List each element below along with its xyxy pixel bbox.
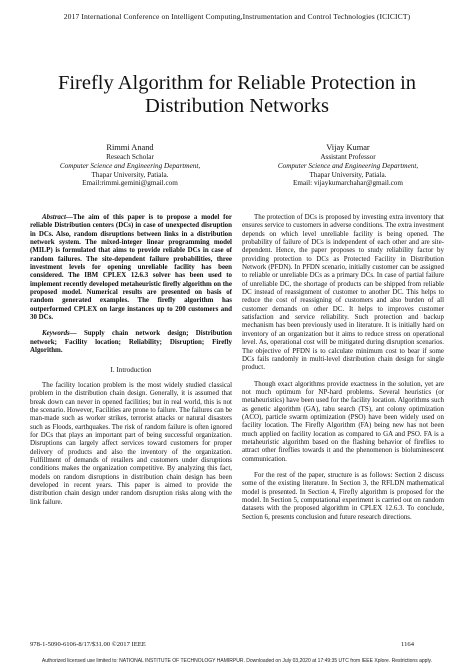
paper-title: Firefly Algorithm for Reliable Protection in Distribution Networks <box>57 71 417 117</box>
right-column <box>242 213 444 521</box>
abstract-label: Abstract— <box>42 213 73 221</box>
author-2 <box>248 143 448 188</box>
author-institution: Thapar University, Patiala. <box>309 170 387 179</box>
author-institution: Thapar University, Patiala. <box>91 170 169 179</box>
body-paragraph: The protection of DCs is proposed by investing extra inventory that ensures service to customers in adverse conditions. The extra investment depends on which level unreliable facility is being opened. The probability of failure of DCs is independent of each other and are site-dependent. Hence, the paper proposes to study reliability factor by providing protection to DCs as Protected Facility in Distribution Network (PFDN). In PFDN scenario, initially customer can be assigned to reliable or unreliable DCs as a primary DCs. In case of partial failure of unreliable DC, the shortage of products can be shipped from reliable DC instead of reassignment of customer to another DC. This helps to reduce the cost of reassigning of customers and also burden of all customer demands on other DC. It helps to improves customer satisfaction and service reliability. Such protection and backup mechanism has been previously used in literature. It is initially hard on inventory of an organization but it aims to reduce stress on operational level. As, operational cost will be mitigated during disruption scenarios. The objective of PFDN is to calculate minimum cost to bear if some DCs fails randomly in multi-level distribution chain design for single product. <box>242 213 444 372</box>
license-notice: Authorized licensed use limited to: NATIONAL INSTITUTE OF TECHNOLOGY HAMIRPUR. Downloaded on July 03,2020 at 17:49:35 UTC from IEEE Xplore. Restrictions apply. <box>41 658 433 664</box>
author-1 <box>30 143 230 188</box>
author-department: Computer Science and Engineering Department, <box>277 161 419 170</box>
keywords-label: Keywords— <box>42 329 77 338</box>
author-email: Email: vijaykumarchahar@gmail.com <box>292 179 403 188</box>
left-column <box>30 213 232 506</box>
keywords-text: Supply chain network design; Distribution network; Facility location; Reliability; Disruption; Firefly Algorithm. <box>30 329 233 355</box>
body-paragraph: Though exact algorithms provide exactness in the solution, yet are not much optimum for NP-hard problems. Several heuristics (or metaheuristics) have been used for the facility location. Algorithms such as genetic algorithm (GA), tabu search (TS), ant colony optimization (ACO), particle swarm optimization (PSO) have been widely used on facility location. The Firefly Algorithm (FA) being new has not been much applied on facility location as compared to GA and PSO. FA is a metaheuristic algorithm based on the flashing behavior of fireflies to attract other fireflies towards it and the phenomenon is bioluminescent communication. <box>242 379 444 463</box>
intro-paragraph: The facility location problem is the most widely studied classical problem in the distribution chain design. Generally, it is assumed that break down can never in opened facilities; but in real world, this is not the scenario. However, Facilities are prone to failure. The failures can be man-made such as worker strikes, terrorist attacks or natural disasters such as Floods, earthquakes. The risk of random failure is often ignored for DCs that plays an important part of being successful organization. Disruptions can largely affect services toward customers for proper delivery of products and also the inventory of the organization. Fulfillment of demands of retailers and customers under disruptions conditions makes the organization competitive. By analyzing this fact, models on random disruptions in distribution chain design has been developed in recent years. This paper is aimed to provide the distribution chain design under random disruption risks along with the link failure. <box>30 380 232 506</box>
author-block <box>30 143 444 193</box>
conference-header: 2017 International Conference on Intelligent Computing,Instrumentation and Control Technologies (ICICICT) <box>63 12 411 21</box>
author-name: Vijay Kumar <box>326 143 370 152</box>
author-role: Assistant Professor <box>320 153 376 161</box>
author-email: Email:rimmi.gemini@gmail.com <box>82 179 178 188</box>
keywords <box>30 329 232 354</box>
isbn-copyright: 978-1-5090-6106-8/17/$31.00 ©2017 IEEE <box>30 641 146 648</box>
abstract-text: The aim of this paper is to propose a model for reliable Distribution centers (DCs) in case of unexpected disruption in DCs. Also, random disruptions between links in a distribution network system. The mixed-integer linear programming model (MILP) is formulated that aims to provide reliable DCs in case of random failures. The site-dependent failure probabilities, three investment levels for opening unreliable facility has been considered. The IBM CPLEX 12.6.3 solver has been used to implement recently developed metaheuristic firefly algorithm on the proposed model. Numerical results are presented on basis of random generated examples. The firefly algorithm has outperformed CPLEX on large instances up to 200 customers and 30 DCs. <box>30 213 232 322</box>
section-heading: I. Introduction <box>110 365 152 374</box>
abstract <box>30 213 232 321</box>
page-number: 1164 <box>401 641 414 648</box>
author-role: Reseach Scholar <box>106 153 154 161</box>
body-paragraph: For the rest of the paper, structure is as follows: Section 2 discuss some of the existing literature. In Section 3, the RFLDN mathematical model is presented. In Section 4, Firefly algorithm is proposed for the model. In Section 5, computational experiment is carried out on random datasets with the proposed algorithm in CPLEX 12.6.3. To conclude, Section 6, presents conclusion and future research directions. <box>242 470 444 521</box>
author-name: Rimmi Anand <box>106 143 154 152</box>
author-department: Computer Science and Engineering Department, <box>59 161 201 170</box>
